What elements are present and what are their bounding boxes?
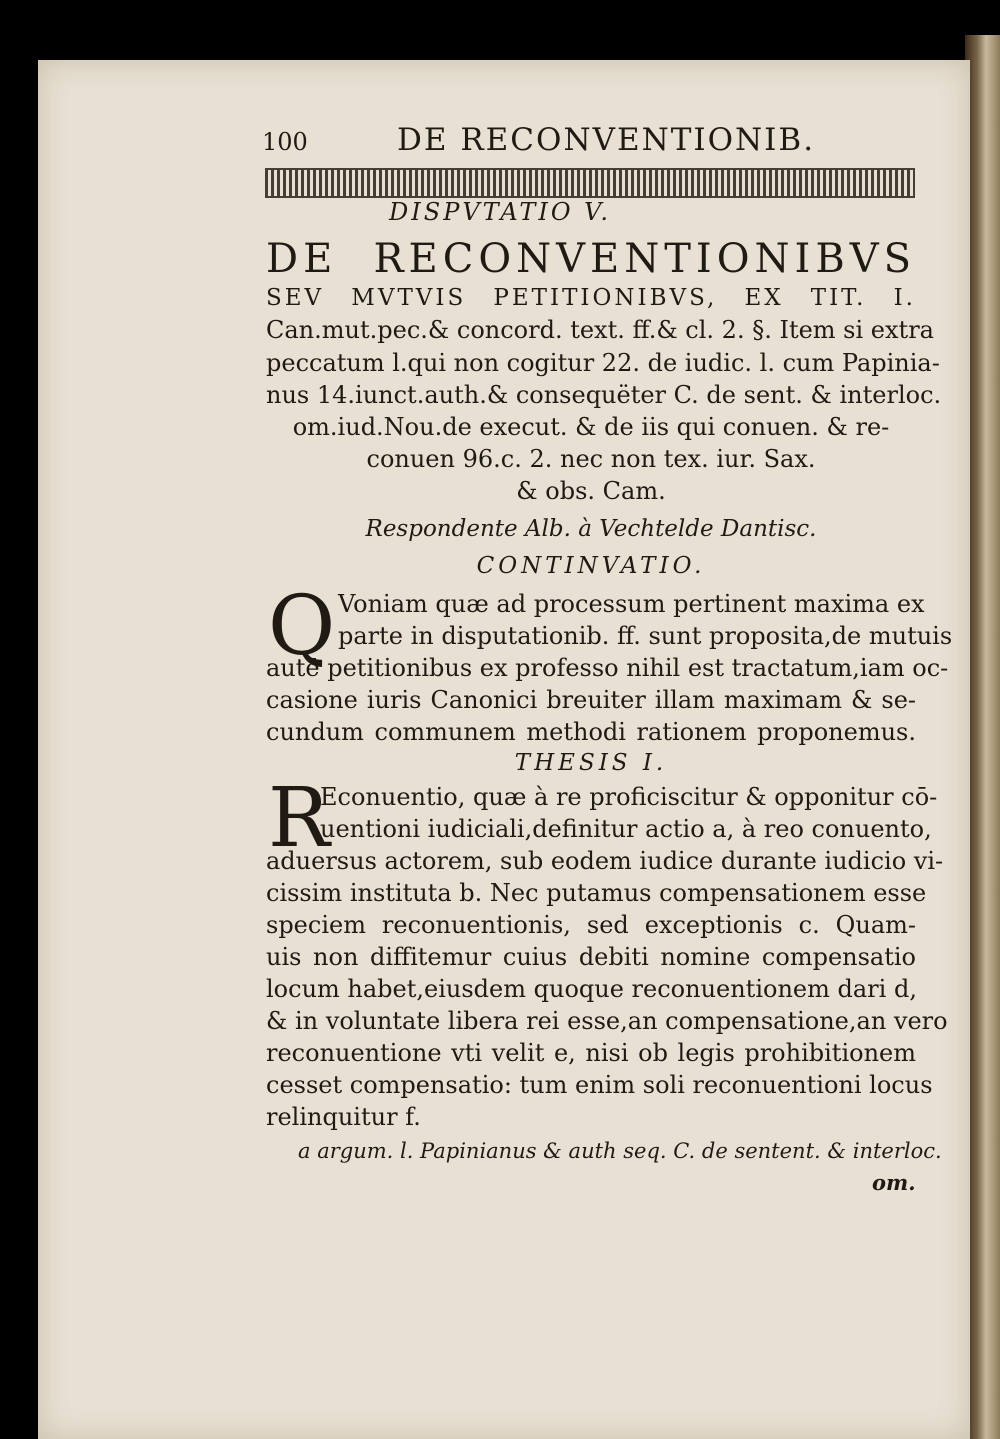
thesis-line-1: Econuentio, quæ à re proficiscitur & opponitur cō- xyxy=(320,783,938,811)
thesis-line-9: reconuentione vti velit e, nisi ob legis prohibitionem xyxy=(266,1039,916,1067)
thesis-line-11: relinquitur f. xyxy=(266,1103,421,1131)
thesis-line-8: & in voluntate libera rei esse,an compensatione,an vero xyxy=(266,1007,948,1035)
continuatio-line-3: autē petitionibus ex professo nihil est tractatum,iam oc- xyxy=(266,654,949,682)
thesis-heading: THESIS I. xyxy=(514,750,668,776)
continuatio-heading: CONTINVATIO. xyxy=(476,553,706,579)
thesis-line-3: aduersus actorem, sub eodem iudice durante iudicio vi- xyxy=(266,847,944,875)
subtitle-line-6: conuen 96.c. 2. nec non tex. iur. Sax. xyxy=(366,445,816,473)
ornamental-border xyxy=(265,168,915,198)
continuatio-line-1: Voniam quæ ad processum pertinent maxima ex xyxy=(338,590,925,618)
subtitle-line-4: nus 14.iunct.auth.& consequëter C. de sent. & interloc. xyxy=(266,381,942,409)
subtitle-line-3: peccatum l.qui non cogitur 22. de iudic. l. cum Papinia- xyxy=(266,349,940,377)
thesis-line-6: uis non diffitemur cuius debiti nomine compensatio xyxy=(266,943,916,971)
continuatio-line-4: casione iuris Canonici breuiter illam maximam & se- xyxy=(266,686,916,714)
running-title: DE RECONVENTIONIB. xyxy=(397,122,816,158)
respondente-line: Respondente Alb. à Vechtelde Dantisc. xyxy=(365,516,817,542)
book-fore-edge xyxy=(965,35,1000,1439)
thesis-line-7: locum habet,eiusdem quoque reconuentionem dari d, xyxy=(266,975,917,1003)
footnote-a: a argum. l. Papinianus & auth seq. C. de sentent. & interloc. xyxy=(298,1139,942,1163)
subtitle-line-2: Can.mut.pec.& concord. text. ff.& cl. 2. §. Item si extra xyxy=(266,316,934,344)
continuatio-line-2: parte in disputationib. ff. sunt proposita,de mutuis xyxy=(338,622,953,650)
drop-cap-r: R xyxy=(268,771,330,866)
disputatio-heading: DISPVTATIO V. xyxy=(389,198,611,226)
thesis-line-2: uentioni iudiciali,definitur actio a, à reo conuento, xyxy=(320,815,932,843)
main-title: DE RECONVENTIONIBVS xyxy=(266,236,916,282)
thesis-line-5: speciem reconuentionis, sed exceptionis c. Quam- xyxy=(266,911,916,939)
thesis-line-10: cesset compensatio: tum enim soli reconuentioni locus xyxy=(266,1071,933,1099)
drop-cap-q: Q xyxy=(268,579,336,674)
catchword: om. xyxy=(872,1170,916,1195)
subtitle-line-7: & obs. Cam. xyxy=(516,477,666,505)
page-number: 100 xyxy=(262,128,308,156)
subtitle-line-1: SEV MVTVIS PETITIONIBVS, EX TIT. I. xyxy=(266,285,916,311)
subtitle-line-5: om.iud.Nou.de execut. & de iis qui conuen. & re- xyxy=(292,413,890,441)
continuatio-line-5: cundum communem methodi rationem proponemus. xyxy=(266,718,916,746)
thesis-line-4: cissim instituta b. Nec putamus compensationem esse xyxy=(266,879,927,907)
